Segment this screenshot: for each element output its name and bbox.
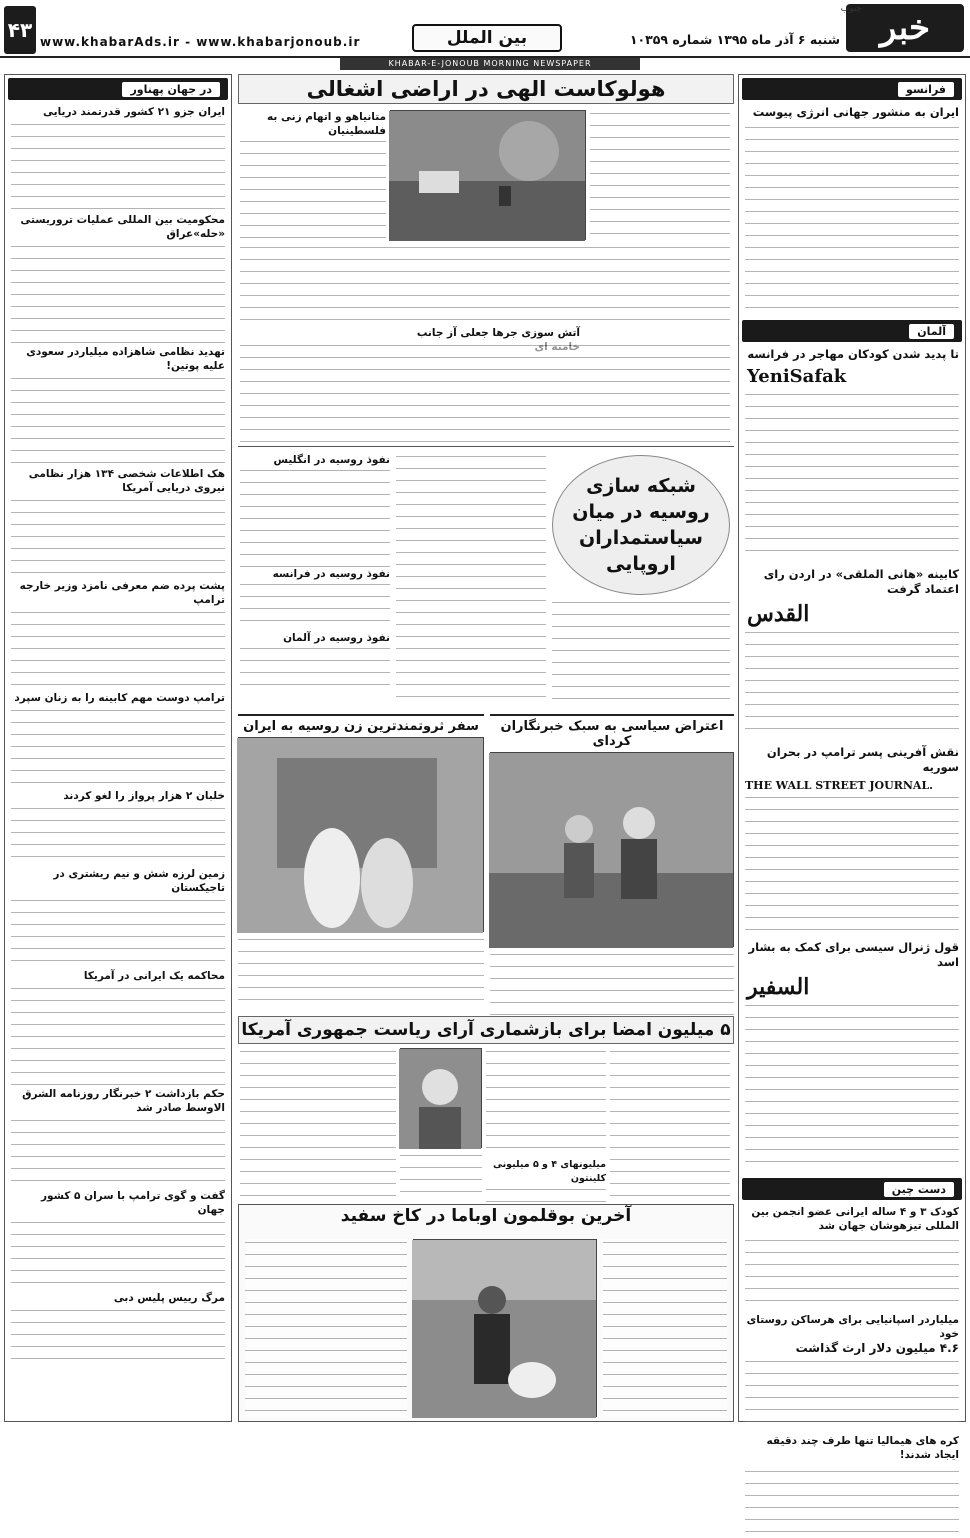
quds-body (745, 629, 959, 739)
top-headline[interactable]: هولوکاست الهی در اراضی اشغالی (238, 74, 734, 104)
france-subhead[interactable]: نفوذ روسیه در فرانسه (272, 568, 390, 580)
english-name: KHABAR-E-JONOUB MORNING NEWSPAPER (340, 58, 640, 70)
world-section-bar (8, 78, 228, 100)
clinton-photo (400, 1048, 482, 1148)
uk-body (240, 467, 390, 567)
quds-headline[interactable]: کابینه «هانی الملقی» در اردن رای اعتماد گرفت (763, 567, 959, 596)
news-item-body (11, 497, 225, 577)
news-item-headline[interactable]: پشت پرده ضم معرفی نامزد وزیر خارجه ترامپ (19, 580, 225, 606)
germany-subhead[interactable]: نفوذ روسیه در آلمان (283, 632, 390, 644)
news-item-body (11, 375, 225, 465)
news-item-body (11, 707, 225, 787)
france-russia-body (240, 581, 390, 631)
china-body (745, 1237, 959, 1307)
news-item-body (11, 1117, 225, 1187)
russia-story (238, 446, 734, 708)
protest-body (490, 951, 734, 1021)
china-section-bar (742, 1178, 962, 1200)
france-tag: فرانسو (898, 82, 954, 97)
wsj-logo: THE WALL STREET JOURNAL. (745, 779, 934, 792)
top-story-body (240, 244, 730, 324)
news-item-headline[interactable]: ترامپ دوست مهم کابینه را به زنان سپرد (14, 692, 225, 704)
masthead (0, 0, 970, 58)
billionaire-subheadline: ۴.۶ میلیون دلار ارث گذاشت (795, 1341, 959, 1355)
assafir-logo: السفير (747, 974, 810, 1000)
news-item-body (11, 805, 225, 865)
news-item-headline[interactable]: مرگ رییس پلیس دبی (113, 1292, 225, 1304)
turkey-story (238, 1204, 734, 1422)
news-item-body (11, 1219, 225, 1289)
russia-body-3 (240, 453, 390, 703)
petition-headline[interactable]: ۵ میلیون امضا برای بازشماری آرای ریاست جمهوری آمریکا (238, 1016, 734, 1044)
news-item-body (11, 897, 225, 967)
logo-subtitle: جنوب (840, 4, 862, 14)
billionaire-headline[interactable]: میلیاردر اسپانیایی برای هرساکن روستای خود (746, 1314, 959, 1340)
russia-title-circle[interactable]: شبکه سازی روسیه در میان سیاستمداران اروپایی (552, 455, 730, 595)
safir-body (745, 1002, 959, 1172)
news-item-body (11, 121, 225, 211)
petition-body-4 (400, 1152, 482, 1200)
russia-body-2 (396, 453, 546, 703)
himalaya-headline[interactable]: کره های هیمالیا تنها طرف چند دقیقه ایجاد شدند! (766, 1435, 959, 1461)
left-column (4, 74, 232, 1422)
news-item-headline[interactable]: ایران جزو ۲۱ کشور قدرتمند دریایی (43, 106, 225, 118)
protest-photo (490, 752, 734, 947)
shrine-photo (238, 737, 484, 932)
china-headline[interactable]: کودک ۳ و ۴ ساله ایرانی عضو انجمن بین المللی تیزهوشان جهان شد (751, 1206, 959, 1232)
protest-headline[interactable]: اعتراض سیاسی به سبک خبرنگاران کردای (500, 719, 724, 749)
germany-headline[interactable]: تا پدید شدن کودکان مهاجر در فرانسه (747, 347, 959, 361)
world-tag: در جهان پهناور (122, 82, 220, 97)
china-tag: دست چین (884, 1182, 954, 1197)
clinton-photo-art (399, 1049, 481, 1149)
wsj-body (745, 794, 959, 934)
news-item-headline[interactable]: حکم بازداشت ۲ خبرنگار روزنامه الشرق الاوسط صادر شد (22, 1088, 225, 1114)
shrine-photo-art (237, 738, 483, 933)
billionaire-body (745, 1358, 959, 1428)
petition-body-2 (486, 1048, 606, 1158)
rich-woman-story (238, 714, 484, 1012)
protest-story (490, 714, 734, 1012)
wsj-headline[interactable]: نقش آفرینی پسر ترامپ در بحران سوریه (766, 745, 959, 774)
rich-woman-headline[interactable]: سفر ثروتمندترین زن روسیه به ایران (243, 719, 479, 734)
safir-headline[interactable]: قول ژنرال سیسی برای کمک به بشار اسد (748, 940, 959, 969)
section-title: بین الملل (412, 24, 562, 52)
right-column (738, 74, 966, 1461)
germany-section-bar (742, 320, 962, 342)
turkey-body-1 (603, 1239, 727, 1417)
news-item-headline[interactable]: محکومیت بین المللی عملیات تروریستی «حله»عراق (20, 214, 225, 240)
petition-subhead[interactable]: میلیونهای ۴ و ۵ میلیونی کلینتون (492, 1159, 606, 1184)
page-number: ۴۳ (4, 6, 36, 54)
turkey-body-2 (245, 1239, 407, 1417)
news-item-headline[interactable]: زمین لرزه شش و نیم ریشتری در تاجیکستان (53, 868, 225, 894)
news-item-body (11, 985, 225, 1085)
fire-photo-art (389, 111, 585, 241)
himalaya-body (745, 1468, 959, 1538)
france-section-bar (742, 78, 962, 100)
top-story-body-2 (240, 342, 730, 442)
obama-turkey-photo (413, 1239, 597, 1417)
arson-subhead[interactable]: آتش سوزی جرها جعلی آز جانب (416, 327, 580, 339)
petition-col-2 (486, 1048, 606, 1200)
top-story-col1 (590, 110, 730, 240)
news-item-body (11, 243, 225, 343)
petition-body-1 (610, 1048, 730, 1200)
newspaper-logo[interactable] (846, 4, 964, 52)
germany-russia-body (240, 645, 390, 695)
alquds-logo: القدس (747, 601, 810, 627)
news-item-headline[interactable]: محاکمه یک ایرانی در آمریکا (83, 970, 225, 982)
website-urls[interactable]: www.khabarAds.ir - www.khabarjonoub.ir (40, 35, 361, 49)
protest-photo-art (489, 753, 733, 948)
news-item-headline[interactable]: هک اطلاعات شخصی ۱۳۴ هزار نظامی نیروی دریایی آمریکا (28, 468, 225, 494)
rich-woman-body (238, 936, 484, 1006)
news-item-headline[interactable]: خلبان ۲ هزار پرواز را لغو کردند (63, 790, 225, 802)
netanyahu-subhead[interactable]: متانیاهو و اتهام زنی به فلسطینیان (267, 111, 386, 137)
news-item-headline[interactable]: گفت و گوی ترامپ با سران ۵ کشور جهان (40, 1190, 225, 1216)
netanyahu-story (240, 110, 386, 240)
issue-date: شنبه ۶ آذر ماه ۱۳۹۵ شماره ۱۰۳۵۹ (629, 32, 840, 47)
uk-subhead[interactable]: نفوذ روسیه در انگلیس (273, 454, 390, 466)
obama-turkey-photo-art (412, 1240, 596, 1418)
turkey-headline[interactable]: آخرین بوقلمون اوباما در کاخ سفید (340, 1206, 632, 1226)
russia-body-1 (552, 599, 730, 703)
france-headline[interactable]: ایران به منشور جهانی انرژی پیوست (752, 105, 959, 119)
news-item-body (11, 609, 225, 689)
fire-photo (390, 110, 586, 240)
petition-body-5 (240, 1048, 396, 1200)
yenisafak-logo: YeniSafak (747, 366, 847, 387)
news-item-body (11, 1307, 225, 1367)
news-item-headline[interactable]: تهدید نظامی شاهزاده میلیاردر سعودی علیه پوتین! (26, 346, 225, 372)
germany-body (745, 391, 959, 561)
france-body (745, 124, 959, 314)
netanyahu-body (240, 138, 386, 248)
logo-text: خبر (879, 8, 931, 48)
germany-tag: آلمان (909, 324, 954, 339)
